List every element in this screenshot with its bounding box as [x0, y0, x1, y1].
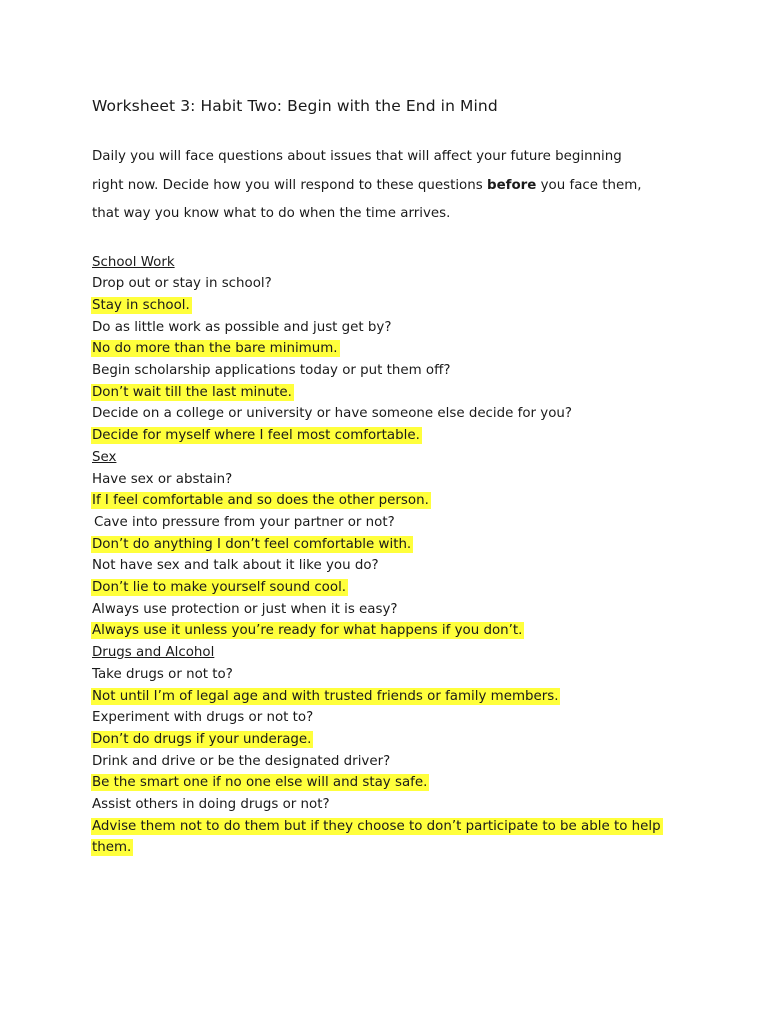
question: Do as little work as possible and just get by? [92, 319, 392, 335]
question: Take drugs or not to? [92, 666, 233, 682]
intro-paragraph [92, 143, 708, 229]
question: Cave into pressure from your partner or not? [94, 514, 395, 530]
answer-row [92, 620, 708, 642]
intro-line-1: Daily you will face questions about issues that will affect your future beginning [92, 149, 622, 164]
highlighted-answer: No do more than the bare minimum. [92, 341, 338, 357]
answer-row [92, 686, 708, 708]
highlighted-answer: Don’t lie to make yourself sound cool. [92, 580, 347, 596]
highlighted-answer: Advise them not to do them but if they choose to don’t participate to be able to help them. [92, 818, 661, 856]
highlighted-answer: Don’t do drugs if your underage. [92, 731, 312, 747]
question: Decide on a college or university or have someone else decide for you? [92, 406, 573, 422]
section-heading-sex: Sex [92, 449, 117, 465]
intro-line-2-start: right now. Decide how you will respond to these questions [92, 177, 487, 193]
answer-row [92, 490, 708, 512]
answer-row [92, 425, 708, 447]
answer-row [92, 816, 662, 859]
section-heading-school-work: School Work [92, 254, 175, 270]
question: Begin scholarship applications today or put them off? [92, 363, 451, 379]
question: Experiment with drugs or not to? [92, 710, 314, 726]
highlighted-answer: Always use it unless you’re ready for what happens if you don’t. [92, 623, 523, 639]
question: Not have sex and talk about it like you do? [92, 558, 379, 574]
question: Always use protection or just when it is easy? [92, 601, 398, 617]
intro-line-3: that way you know what to do when the time arrives. [92, 206, 451, 221]
answer-row [92, 772, 708, 794]
question: Drop out or stay in school? [92, 276, 272, 292]
highlighted-answer: Not until I’m of legal age and with trusted friends or family members. [92, 688, 559, 704]
intro-line-2 [92, 172, 708, 201]
intro-bold-word: before [486, 177, 537, 193]
highlighted-answer: Be the smart one if no one else will and stay safe. [92, 775, 428, 791]
highlighted-answer: Don’t do anything I don’t feel comfortable with. [92, 536, 412, 552]
answer-row [92, 534, 708, 556]
question: Drink and drive or be the designated driver? [92, 753, 391, 769]
highlighted-answer: If I feel comfortable and so does the other person. [92, 493, 429, 509]
question-answer-list [92, 252, 708, 860]
highlighted-answer: Stay in school. [92, 297, 190, 313]
answer-row [92, 577, 708, 599]
section-heading-drugs-and-alcohol: Drugs and Alcohol [92, 645, 215, 661]
intro-line-2-end: you face them, [536, 177, 642, 193]
answer-row [92, 338, 708, 360]
highlighted-answer: Decide for myself where I feel most comfortable. [92, 428, 420, 444]
answer-row [92, 295, 708, 317]
question: Have sex or abstain? [92, 471, 233, 487]
answer-row [92, 729, 708, 751]
question: Assist others in doing drugs or not? [92, 797, 330, 813]
worksheet-title: Worksheet 3: Habit Two: Begin with the End in Mind [92, 97, 498, 115]
highlighted-answer: Don’t wait till the last minute. [92, 384, 292, 400]
answer-row [92, 382, 708, 404]
